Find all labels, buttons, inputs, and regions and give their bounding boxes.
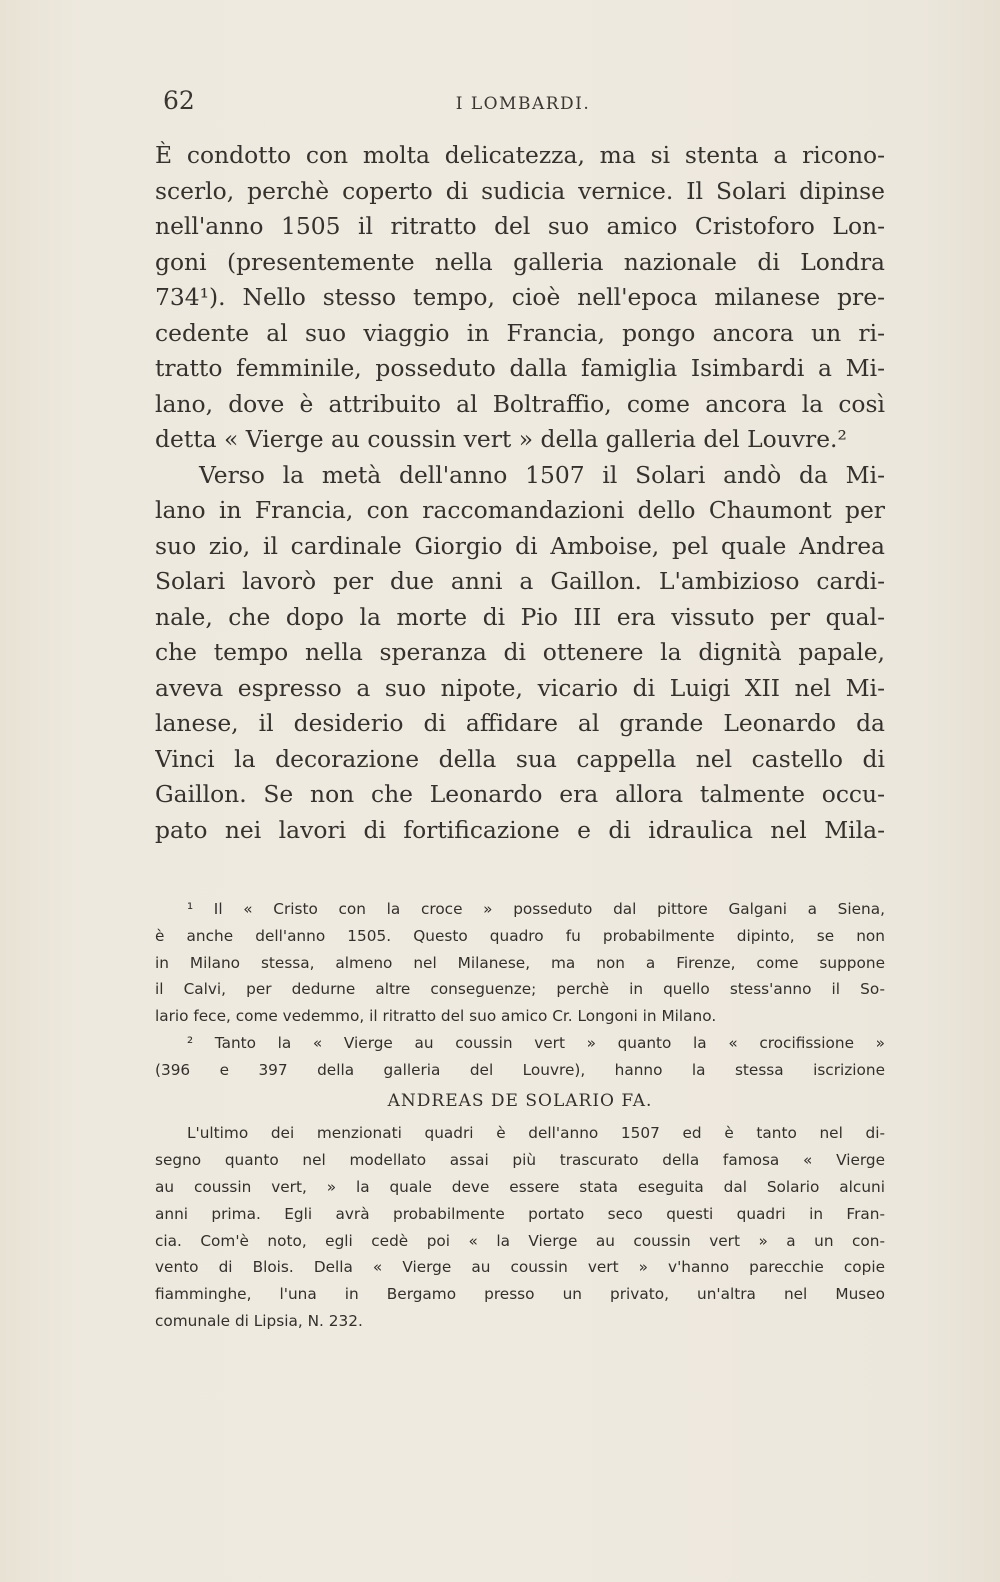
footnote-line: (396 e 397 della galleria del Louvre), hanno la stessa iscrizione — [155, 1060, 885, 1079]
text-line: Verso la metà dell'anno 1507 il Solari andò da Mi- — [199, 460, 885, 489]
footnotes — [155, 896, 885, 1335]
text-line: lano, dove è attribuito al Boltraffio, come ancora la così — [155, 389, 885, 418]
text-line: lanese, il desiderio di affidare al grande Leonardo da — [155, 709, 885, 737]
text-line: suo zio, il cardinale Giorgio di Amboise, pel quale Andrea — [155, 531, 885, 560]
footnote-line: segno quanto nel modellato assai più trascurato della famosa « Vierge — [155, 1151, 885, 1170]
text-line: 734¹). Nello stesso tempo, cioè nell'epoca milanese pre- — [155, 283, 885, 311]
text-line: nell'anno 1505 il ritratto del suo amico Cristoforo Lon- — [155, 212, 885, 240]
footnote-line: L'ultimo dei menzionati quadri è dell'anno 1507 ed è tanto nel di- — [187, 1124, 885, 1143]
text-line: che tempo nella speranza di ottenere la dignità papale, — [155, 638, 885, 666]
text-line: goni (presentemente nella galleria nazionale di Londra — [155, 247, 885, 276]
footnote-inscription: ANDREAS DE SOLARIO FA. — [387, 1090, 653, 1111]
footnote-line: cia. Com'è noto, egli cedè poi « la Vierge au coussin vert » a un con- — [155, 1231, 885, 1250]
text-line: tratto femminile, posseduto dalla famiglia Isimbardi a Mi- — [155, 354, 885, 382]
running-title: I LOMBARDI. — [455, 94, 591, 114]
text-line: pato nei lavori di fortificazione e di idraulica nel Mila- — [155, 815, 885, 844]
footnote-line: in Milano stessa, almeno nel Milanese, ma non a Firenze, come suppone — [155, 953, 885, 972]
footnote-line: è anche dell'anno 1505. Questo quadro fu probabilmente dipinto, se non — [155, 926, 885, 945]
footnote-line: lario fece, come vedemmo, il ritratto del suo amico Cr. Longoni in Milano. — [155, 1007, 717, 1026]
footnote-line: ¹ Il « Cristo con la croce » posseduto dal pittore Galgani a Siena, — [187, 900, 885, 918]
footnote-line: fiamminghe, l'una in Bergamo presso un privato, un'altra nel Museo — [155, 1285, 885, 1304]
text-line: nale, che dopo la morte di Pio III era vissuto per qual- — [155, 602, 885, 631]
text-line: Solari lavorò per due anni a Gaillon. L'ambizioso cardi- — [155, 567, 885, 595]
footnote-line: ² Tanto la « Vierge au coussin vert » quanto la « crocifissione » — [187, 1033, 885, 1052]
page-header — [163, 86, 883, 126]
page-number: 62 — [163, 86, 195, 115]
footnote-line: comunale di Lipsia, N. 232. — [155, 1311, 363, 1330]
text-line: aveva espresso a suo nipote, vicario di Luigi XII nel Mi- — [155, 673, 885, 702]
text-line: detta « Vierge au coussin vert » della galleria del Louvre.² — [155, 425, 847, 453]
footnote-line: vento di Blois. Della « Vierge au coussin vert » v'hanno parecchie copie — [155, 1258, 885, 1277]
text-line: Gaillon. Se non che Leonardo era allora talmente occu- — [155, 780, 885, 808]
text-line: Vinci la decorazione della sua cappella nel castello di — [155, 744, 885, 773]
text-line: lano in Francia, con raccomandazioni dello Chaumont per — [155, 496, 885, 524]
body-text — [155, 138, 885, 848]
text-line: cedente al suo viaggio in Francia, pongo ancora un ri- — [155, 318, 885, 347]
text-line: scerlo, perchè coperto di sudicia vernice. Il Solari dipinse — [155, 176, 885, 205]
footnote-line: anni prima. Egli avrà probabilmente portato seco questi quadri in Fran- — [155, 1204, 885, 1223]
text-line: È condotto con molta delicatezza, ma si stenta a ricono- — [155, 141, 885, 169]
footnote-line: il Calvi, per dedurne altre conseguenze; perchè in quello stess'anno il So- — [155, 980, 885, 999]
footnote-line: au coussin vert, » la quale deve essere stata eseguita dal Solario alcuni — [155, 1177, 885, 1196]
